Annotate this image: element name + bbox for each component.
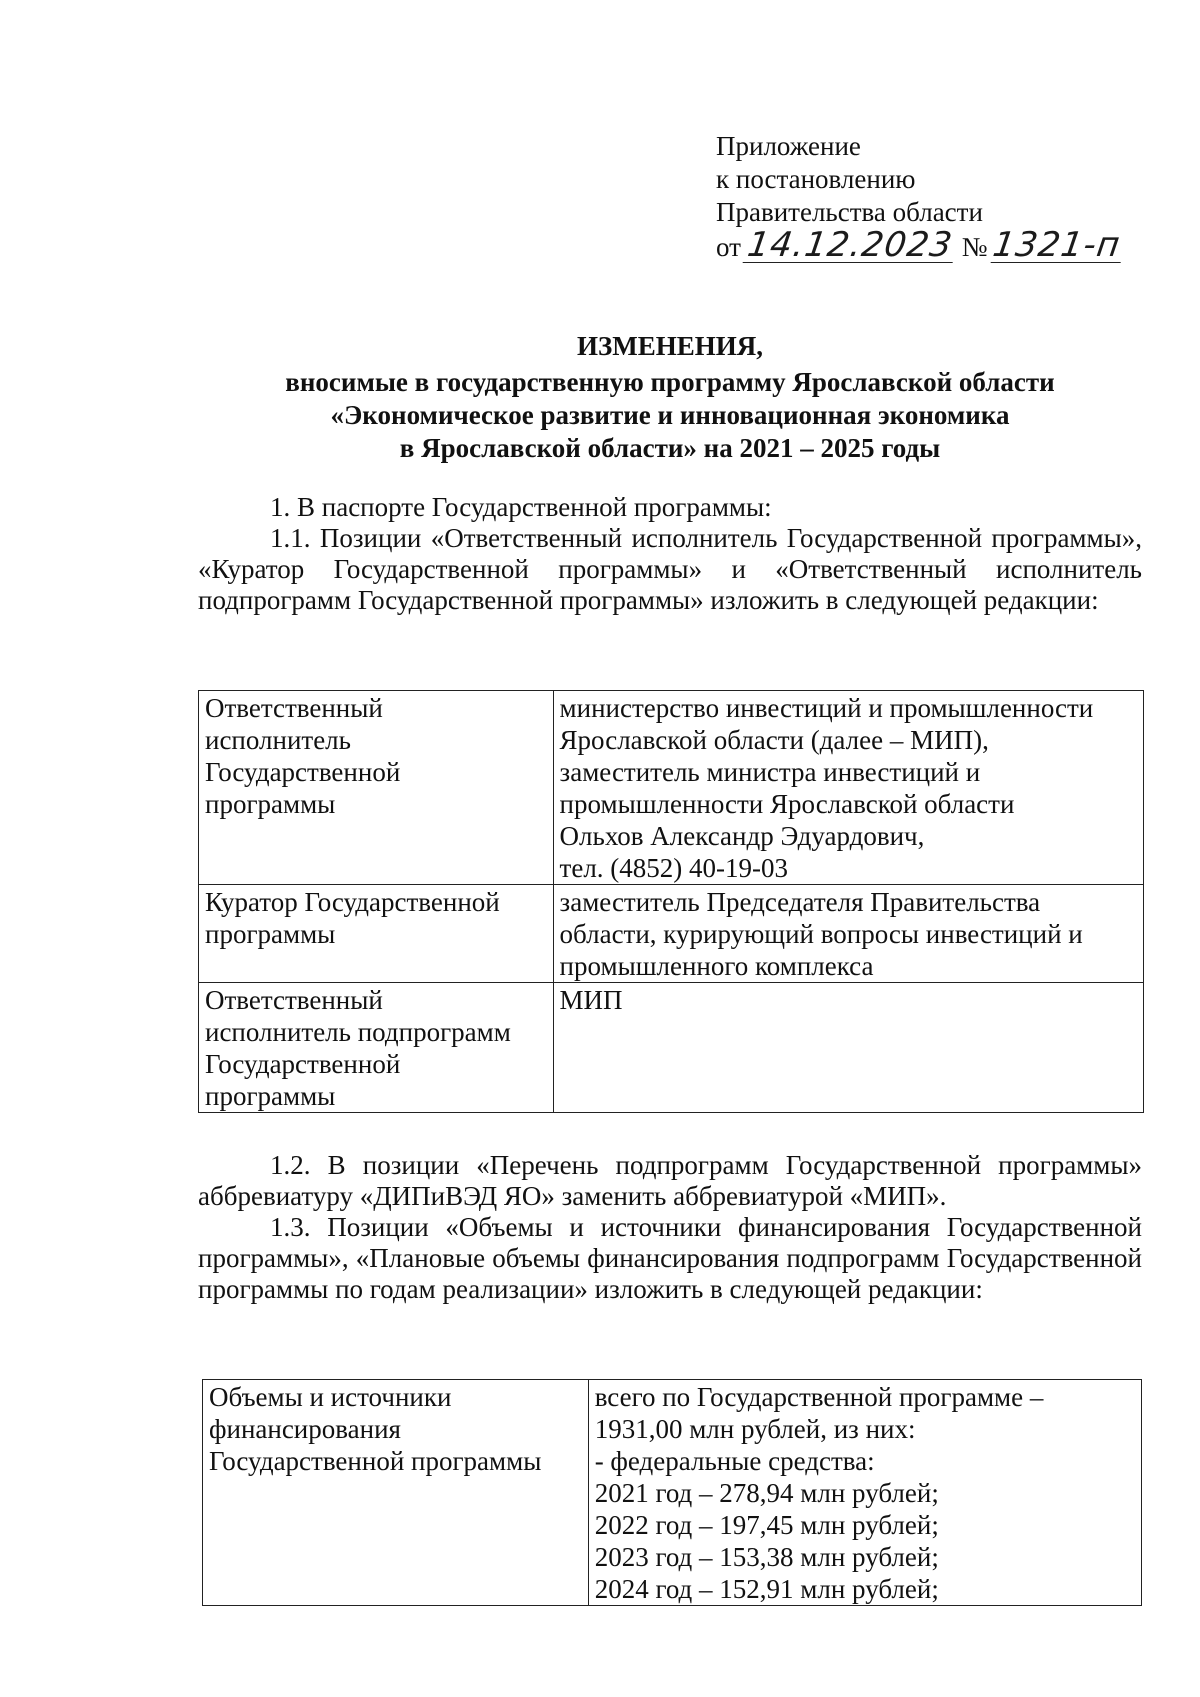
cell-line: тел. (4852) 40-19-03	[559, 853, 789, 883]
appendix-line-4	[716, 225, 1124, 265]
cell-line: 2023 год – 153,38 млн рублей;	[594, 1542, 939, 1572]
document-title	[200, 330, 1140, 465]
cell-line: 2024 год – 152,91 млн рублей;	[594, 1574, 939, 1604]
cell-line: Государственной	[205, 757, 401, 787]
appendix-line-3: Правительства области	[716, 197, 983, 227]
cell-line: 1931,00 млн рублей, из них:	[594, 1414, 916, 1444]
cell-line: Государственной программы	[209, 1446, 542, 1476]
paragraph-1-3: 1.3. Позиции «Объемы и источники финансирования Государственной программы», «Плановые объемы финансирования подпрограмм Государственной программы по годам реализации» изложить в следующей редакции:	[198, 1212, 1142, 1304]
title-line-1: ИЗМЕНЕНИЯ,	[576, 331, 763, 361]
section-1-text	[198, 492, 1142, 616]
handwritten-number: 1321-п	[991, 229, 1126, 263]
cell-line: исполнитель	[205, 725, 351, 755]
cell-line: исполнитель подпрограмм	[205, 1017, 511, 1047]
cell-line: 2022 год – 197,45 млн рублей;	[594, 1510, 939, 1540]
cell-line: программы	[205, 1081, 336, 1111]
paragraph-1-2: 1.2. В позиции «Перечень подпрограмм Государственной программы» аббревиатуру «ДИПиВЭД ЯО» заменить аббревиатурой «МИП».	[198, 1150, 1142, 1211]
paragraph-1-1: 1.1. Позиции «Ответственный исполнитель Государственной программы», «Куратор Государственной программы» и «Ответственный исполнитель подпрограмм Государственной программы» изложить в следующей редакции:	[198, 523, 1142, 615]
cell-line: программы	[205, 919, 336, 949]
row-value-cell	[588, 1380, 1141, 1606]
cell-line: программы	[205, 789, 336, 819]
section-1-heading: 1. В паспорте Государственной программы:	[270, 492, 772, 522]
row-label-cell	[199, 691, 554, 885]
cell-line: Куратор Государственной	[205, 887, 500, 917]
number-label: №	[961, 232, 988, 262]
cell-line: 2021 год – 278,94 млн рублей;	[594, 1478, 939, 1508]
cell-line: заместитель министра инвестиций и	[559, 757, 981, 787]
cell-line: МИП	[559, 985, 623, 1015]
cell-line: Государственной	[205, 1049, 401, 1079]
cell-line: заместитель Председателя Правительства	[559, 887, 1041, 917]
cell-line: - федеральные средства:	[594, 1446, 875, 1476]
row-label-cell	[203, 1380, 589, 1606]
cell-line: области, курирующий вопросы инвестиций и	[559, 919, 1083, 949]
cell-line: Ярославской области (далее – МИП),	[559, 725, 989, 755]
section-1-2-text	[198, 1150, 1142, 1305]
cell-line: Объемы и источники	[209, 1382, 452, 1412]
from-label: от	[716, 232, 741, 262]
handwritten-date: 14.12.2023	[743, 229, 958, 263]
cell-line: Ответственный	[205, 985, 383, 1015]
appendix-header	[716, 130, 1123, 264]
appendix-line-1: Приложение	[716, 131, 861, 161]
row-value-cell	[553, 691, 1143, 885]
cell-line: Ольхов Александр Эдуардович,	[559, 821, 925, 851]
financing-table	[202, 1379, 1142, 1606]
cell-line: всего по Государственной программе –	[594, 1382, 1044, 1412]
row-label-cell	[199, 885, 554, 983]
title-line-4: в Ярославской области» на 2021 – 2025 годы	[399, 433, 941, 463]
responsible-table	[198, 690, 1144, 1113]
cell-line: финансирования	[209, 1414, 401, 1444]
row-value-cell	[553, 983, 1143, 1113]
table-row	[199, 885, 1144, 983]
appendix-line-2: к постановлению	[716, 164, 916, 194]
table-row	[199, 983, 1144, 1113]
row-label-cell	[199, 983, 554, 1113]
table-row	[203, 1380, 1142, 1606]
title-line-2: вносимые в государственную программу Ярославской области	[285, 367, 1055, 397]
row-value-cell	[553, 885, 1143, 983]
cell-line: министерство инвестиций и промышленности	[559, 693, 1094, 723]
cell-line: промышленного комплекса	[559, 951, 874, 981]
cell-line: Ответственный	[205, 693, 383, 723]
title-line-3: «Экономическое развитие и инновационная экономика	[330, 400, 1010, 430]
cell-line: промышленности Ярославской области	[559, 789, 1015, 819]
table-row	[199, 691, 1144, 885]
